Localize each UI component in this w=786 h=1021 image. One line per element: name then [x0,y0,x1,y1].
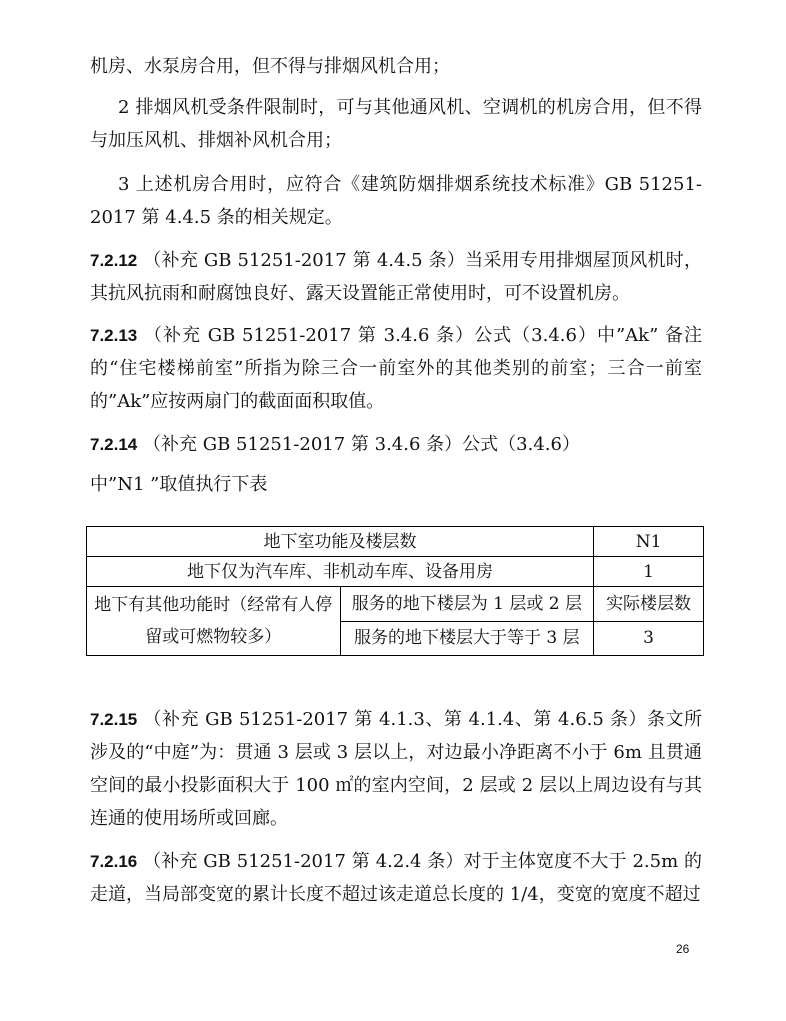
table-row [87,587,704,622]
clause-number: 7.2.15 [90,710,138,729]
table-cell: 3 [594,621,704,656]
clause-text: （补充 GB 51251-2017 第 3.4.6 条）公式（3.4.6）中”Ak” 备注的“住宅楼梯前室”所指为除三合一前室外的其他类别的前室；三合一前室的”Ak”应按两扇门的截面面积取值。 [90,325,702,412]
table-header-row [87,527,704,557]
page-number: 26 [676,942,690,956]
clause-7-2-13 [90,319,702,418]
paragraph-item-3: 3 上述机房合用时，应符合《建筑防烟排烟系统技术标准》GB 51251-2017 第 4.4.5 条的相关规定。 [90,174,702,228]
clause-7-2-14-continued: 中”N1 ”取值执行下表 [90,474,268,495]
clause-text: （补充 GB 51251-2017 第 4.4.5 条）当采用专用排烟屋顶风机时，其抗风抗雨和耐腐蚀良好、露天设置能正常使用时，可不设置机房。 [90,250,702,304]
clause-7-2-12 [90,244,702,310]
n1-value-table [86,526,704,656]
clause-text: （补充 GB 51251-2017 第 3.4.6 条）公式（3.4.6） [137,434,580,455]
table-cell-group-label: 地下有其他功能时（经常有人停留或可燃物较多） [87,587,341,656]
table-cell: 服务的地下楼层为 1 层或 2 层 [340,587,594,622]
clause-number: 7.2.14 [90,435,138,454]
clause-7-2-14 [90,428,702,461]
table-cell: 1 [594,557,704,587]
clause-number: 7.2.13 [90,326,138,345]
table-cell: 实际楼层数 [594,587,704,622]
clause-7-2-16 [90,845,702,911]
paragraph-item-2: 2 排烟风机受条件限制时，可与其他通风机、空调机的机房合用，但不得与加压风机、排烟补风机合用； [90,97,702,151]
header-cell-function: 地下室功能及楼层数 [87,527,594,557]
clause-text: （补充 GB 51251-2017 第 4.1.3、第 4.1.4、第 4.6.5 条）条文所涉及的“中庭”为：贯通 3 层或 3 层以上，对边最小净距离不小于 6m 且贯通空间的最小投影面积大于 100 ㎡的室内空间，2 层或 2 层以上周边设有与其连通的使用场所或回廊。 [90,709,702,829]
table-cell: 服务的地下楼层大于等于 3 层 [340,621,594,656]
header-cell-n1: N1 [594,527,704,557]
clause-text: （补充 GB 51251-2017 第 4.2.4 条）对于主体宽度不大于 2.5m 的走道，当局部变宽的累计长度不超过该走道总长度的 1/4，变宽的宽度不超过 [90,851,702,905]
paragraph-machine-room-continued: 机房、水泵房合用，但不得与排烟风机合用； [90,56,450,77]
clause-number: 7.2.12 [90,251,138,270]
table-row [87,557,704,587]
clause-number: 7.2.16 [90,852,138,871]
clause-7-2-15 [90,703,702,835]
table-cell: 地下仅为汽车库、非机动车库、设备用房 [87,557,594,587]
